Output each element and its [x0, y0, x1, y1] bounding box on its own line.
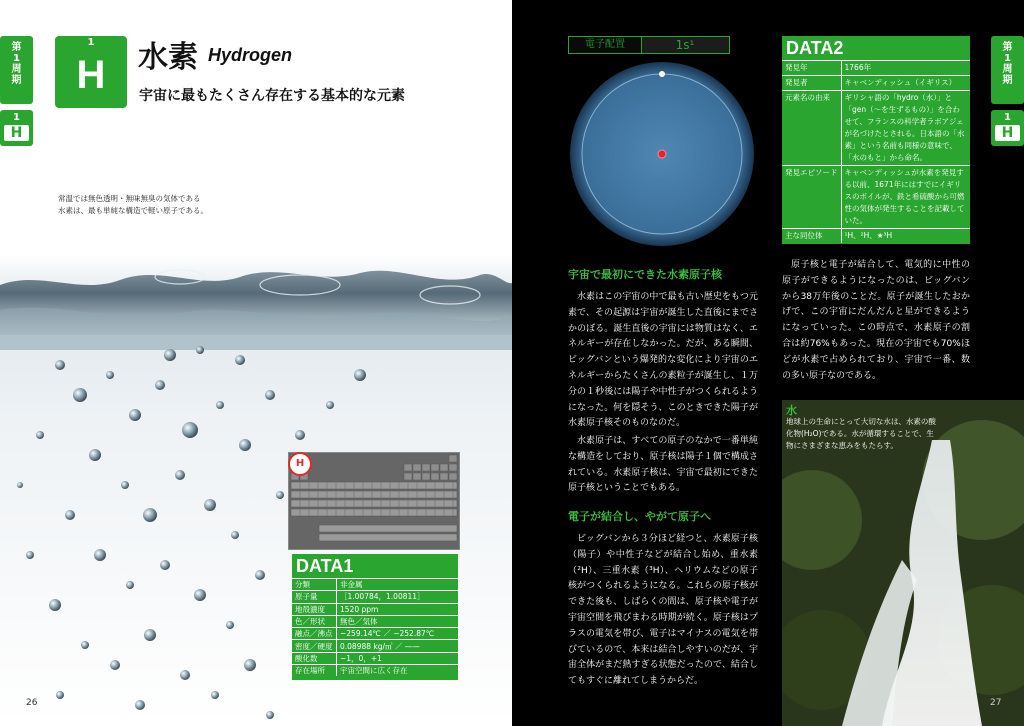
element-tile-symbol: H	[76, 53, 106, 97]
data1-label: 融点／沸点	[292, 628, 337, 640]
data2-label: 元素名の由来	[782, 91, 841, 166]
data2-value: ギリシャ語の「hydro（水）」と「gen（〜を生ずるもの）」を合わせて、フランスの科学者ラボアジェが名づけたとされる。日本語の「水素」という名前も同様の意味で、「水のもと」から命名。	[841, 91, 970, 166]
data1-row	[292, 591, 458, 603]
data2-row	[782, 76, 970, 91]
data1-row	[292, 579, 458, 591]
data1-row	[292, 665, 458, 677]
data1-value: 0.08988 kg/㎥ ／ ——	[337, 640, 459, 652]
data2-label: 発見者	[782, 76, 841, 91]
group-tab-left	[0, 110, 33, 146]
periodic-table-grid	[289, 453, 459, 549]
data2-row	[782, 91, 970, 166]
photo-caption-left	[58, 193, 208, 217]
periodic-table-thumbnail	[288, 452, 460, 550]
page-number-left: 26	[26, 698, 38, 708]
data1-label: 酸化数	[292, 652, 337, 664]
data1-value: 無色／気体	[337, 615, 459, 627]
period-tab-label: 第1周期	[11, 42, 22, 86]
element-title-en: Hydrogen	[208, 45, 293, 65]
data1-value: 1520 ppm	[337, 603, 459, 615]
element-subtitle: 宇宙に最もたくさん存在する基本的な元素	[139, 88, 405, 104]
data2-value: キャベンディッシュが水素を発見する以前、1671年にはすでにイギリスのボイルが、鉄と希硫酸から可燃性の気体が発生することを記載していた。	[841, 166, 970, 229]
data2-value: ¹H、²H、★³H	[841, 229, 970, 244]
data2-row	[782, 166, 970, 229]
caption-line-2: 水素は、最も単純な構造で軽い原子である。	[58, 206, 208, 215]
element-tile	[55, 36, 127, 108]
data1-panel	[292, 554, 458, 680]
data1-value: −1，0，+1	[337, 652, 459, 664]
group-tab-right	[991, 110, 1024, 146]
data1-row	[292, 652, 458, 664]
data2-label: 発見年	[782, 61, 841, 76]
electron-config-value: 1s¹	[675, 38, 695, 52]
section1-heading: 宇宙で最初にできた水素原子核	[568, 268, 722, 281]
data1-value: −259.14℃ ／ −252.87℃	[337, 628, 459, 640]
group-tab-number: 1	[1004, 112, 1011, 123]
caption-line-1: 常温では無色透明・無味無臭の気体である	[58, 194, 201, 203]
data1-value: 非金属	[337, 579, 459, 591]
period-tab-left	[0, 36, 33, 104]
period-tab-label: 第1周期	[1002, 42, 1013, 86]
atom-diagram	[566, 58, 758, 250]
data1-row	[292, 628, 458, 640]
section1-para2: 水素原子は、すべての原子のなかで一番単純な構造をしており、原子核は陽子１個で構成されている。水素原子核は、宇宙で最初にできた原子核ということでもある。	[568, 436, 758, 494]
data2-label: 主な同位体	[782, 229, 841, 244]
electron-config-bar	[568, 36, 730, 54]
section2-para1: ビッグバンから３分ほど経つと、水素原子核（陽子）や中性子などが結合し始め、重水素（²H）、三重水素（³H）、ヘリウムなどの原子核がつくられるようになる。これらの原子核ができた後も、しばらくの間は、原子核や電子が宇宙空間を飛びまわる時期が続く。原子核はプラスの電気を帯び、電子はマイナスの電気を帯びているので、本来は結合しやすいのだが、宇宙全体がまだ熱すぎる状態だったので、結合してもすぐに離れてしまうからだ。	[568, 534, 758, 687]
data2-label: 発見エピソード	[782, 166, 841, 229]
data1-row	[292, 603, 458, 615]
data2-row	[782, 229, 970, 244]
photo-title: 水	[786, 404, 797, 417]
group-tab-number: 1	[13, 112, 20, 123]
nucleus-dot	[658, 150, 666, 158]
element-title-ja: 水素	[138, 40, 198, 75]
data1-label: 原子量	[292, 591, 337, 603]
data1-row	[292, 615, 458, 627]
data1-heading: DATA1	[296, 556, 354, 576]
data2-panel	[782, 36, 970, 244]
data2-value: 1766年	[841, 61, 970, 76]
data1-label: 密度／硬度	[292, 640, 337, 652]
hydrogen-position-marker: H	[288, 452, 312, 476]
data2-value: キャベンディッシュ（イギリス）	[841, 76, 970, 91]
data1-label: 存在場所	[292, 665, 337, 677]
page-number-right: 27	[990, 698, 1002, 708]
data1-table	[292, 578, 458, 676]
section2-heading: 電子が結合し、やがて原子へ	[568, 510, 711, 523]
group-tab-symbol: H	[4, 125, 29, 141]
data2-heading: DATA2	[786, 38, 844, 58]
data1-value: 宇宙空間に広く存在	[337, 665, 459, 677]
data2-table	[782, 60, 970, 243]
data1-label: 分類	[292, 579, 337, 591]
data1-label: 地殻濃度	[292, 603, 337, 615]
data2-row	[782, 61, 970, 76]
electron-config-label: 電子配置	[569, 37, 642, 53]
element-tile-number: 1	[87, 37, 95, 48]
period-tab-right	[991, 36, 1024, 104]
group-tab-symbol: H	[995, 125, 1020, 141]
section3-para: 原子核と電子が結合して、電気的に中性の原子ができるようになったのは、ビッグバンから38万年後のことだ。原子が誕生したおかげで、この宇宙にだんだんと星ができるようになっていった。この時点で、水素原子の割合は約76%もあった。現在の宇宙でも70%ほどが水素で占められており、宇宙で一番、数の多い原子なのである。	[782, 260, 970, 381]
data1-row	[292, 640, 458, 652]
electron-dot	[659, 71, 665, 77]
data1-label: 色／形状	[292, 615, 337, 627]
photo-caption: 地球上の生命にとって大切な水は、水素の酸化物(H₂O)である。水が循環することで、生物にさまざまな恵みをもたらす。	[786, 417, 936, 450]
data1-value: ［1.00784，1.00811］	[337, 591, 459, 603]
section1-para1: 水素はこの宇宙の中で最も古い歴史をもつ元素で、その起源は宇宙が誕生した直後にまでさかのぼる。誕生直後の宇宙には物質はなく、エネルギーが存在しなかった。だが、ある瞬間、ビッグバンという爆発的な変化により宇宙のエネルギーからたくさんの素粒子が誕生し、１万分の１秒後には陽子や中性子がつくられるようになった。何を隠そう、このときできた陽子が水素原子核そのものなのだ。	[568, 292, 758, 429]
